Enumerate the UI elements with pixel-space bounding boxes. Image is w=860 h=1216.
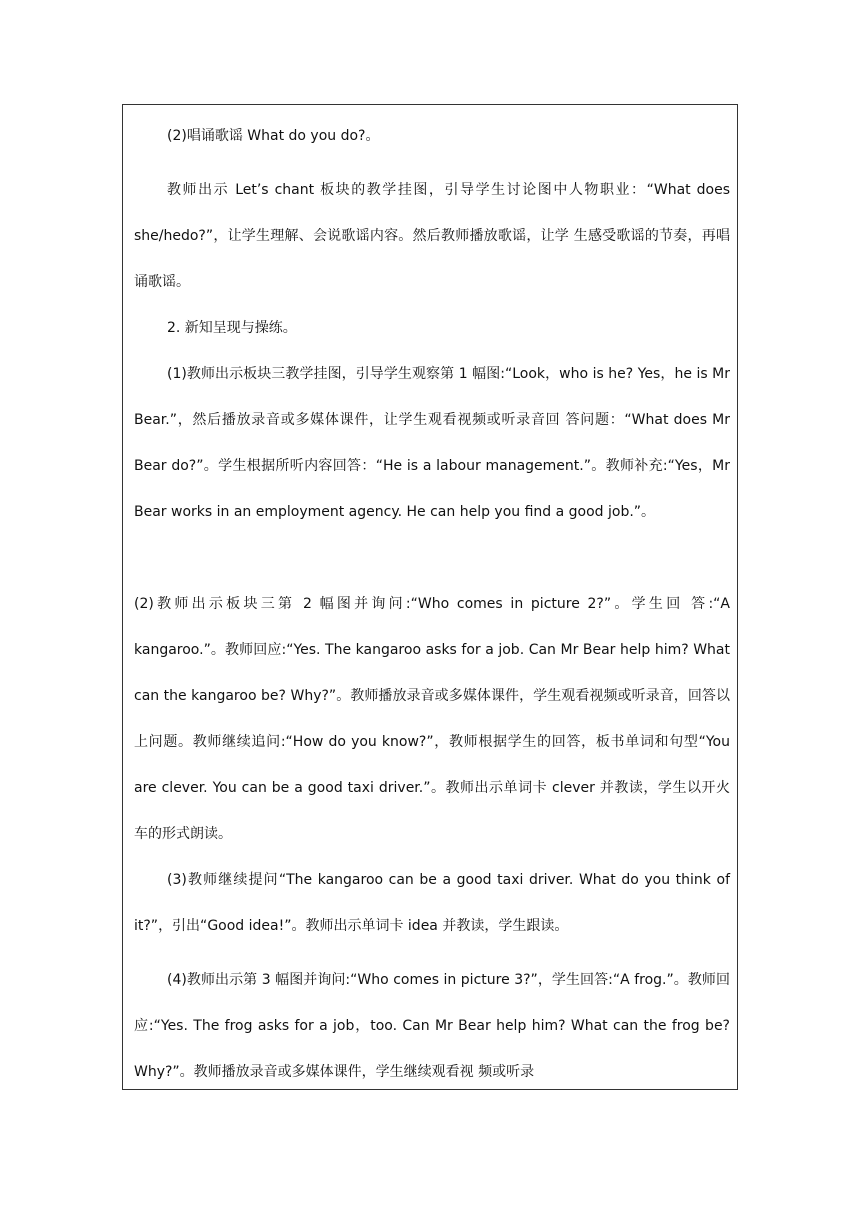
document-frame xyxy=(122,104,738,1090)
paragraph-chant-title: (2)唱诵歌谣 What do you do?。 xyxy=(167,128,380,144)
paragraph-chant-instruction: 教师出示 Let’s chant 板块的教学挂图，引导学生讨论图中人物职业：“What does she/hedo?”，让学生理解、会说歌谣内容。然后教师播放歌谣，让学 生感受歌谣的节奏，再唱诵歌谣。 xyxy=(134,182,730,290)
paragraph-step-4: (4)教师出示第 3 幅图并询问:“Who comes in picture 3?”，学生回答:“A frog.”。教师回应:“Yes. The frog asks for a job，too. Can Mr Bear help him? What can the frog be? Why?”。教师播放录音或多媒体课件，学生继续观看视 频或听录 xyxy=(134,972,730,1080)
paragraph-step-1: (1)教师出示板块三教学挂图，引导学生观察第 1 幅图:“Look，who is he? Yes，he is Mr Bear.”，然后播放录音或多媒体课件，让学生观看视频或听录音回 答问题：“What does Mr Bear do?”。学生根据所听内容回答：“He is a labour management.”。教师补充:“Yes，Mr Bear works in an employment agency. He can help you find a good job.”。 xyxy=(134,366,730,520)
paragraph-step-2: (2)教师出示板块三第 2 幅图并询问:“Who comes in picture 2?”。学生回 答:“A kangaroo.”。教师回应:“Yes. The kangaroo asks for a job. Can Mr Bear help him? What can the kangaroo be? Why?”。教师播放录音或多媒体课件，学生观看视频或听录音，回答以上问题。教师继续追问:“How do you know?”，教师根据学生的回答，板书单词和句型“You are clever. You can be a good taxi driver.”。教师出示单词卡 clever 并教读，学生以开火车的形式朗读。 xyxy=(134,596,730,842)
paragraph-section-2-heading: 2. 新知呈现与操练。 xyxy=(167,320,297,336)
paragraph-step-3: (3)教师继续提问“The kangaroo can be a good taxi driver. What do you think of it?”，引出“Good idea!”。教师出示单词卡 idea 并教读，学生跟读。 xyxy=(134,872,730,934)
